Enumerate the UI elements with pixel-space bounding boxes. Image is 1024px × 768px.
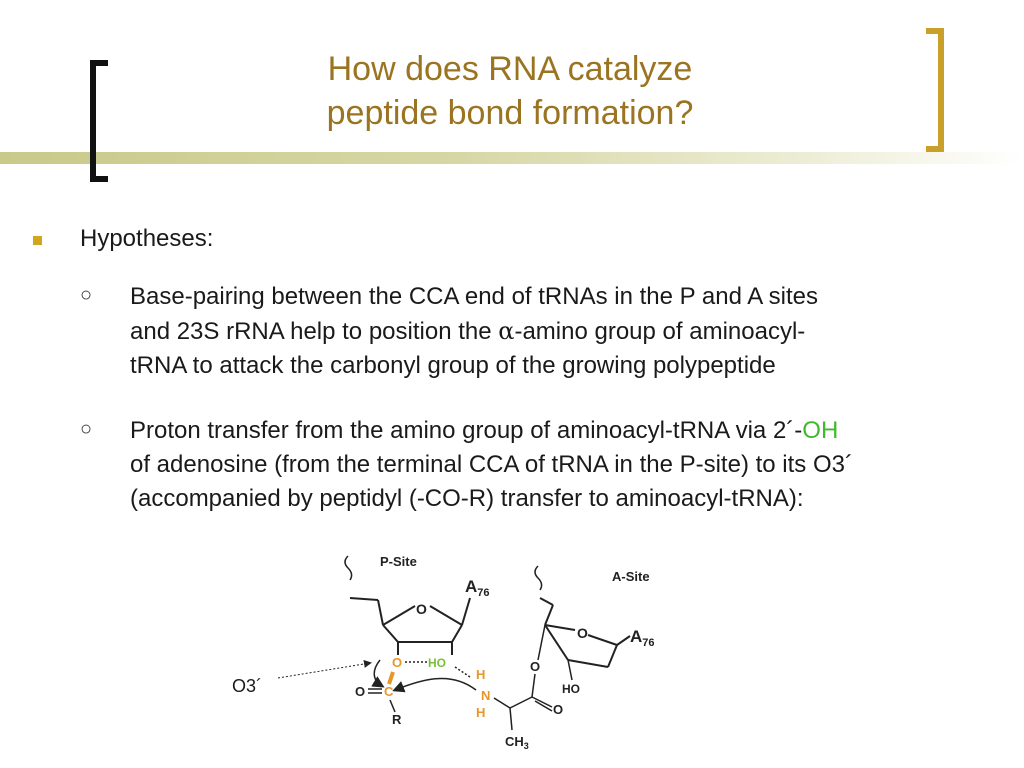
text-line xyxy=(130,414,1010,448)
title-line-2: peptide bond formation? xyxy=(326,94,694,132)
o3-label: O3´ xyxy=(232,676,263,696)
ch-text: CH xyxy=(505,734,524,749)
ring-oxygen-a: O xyxy=(577,625,588,641)
methyl-group xyxy=(505,734,529,751)
bond xyxy=(588,635,617,645)
a76-letter: A xyxy=(465,577,478,596)
ring-oxygen-p: O xyxy=(416,601,427,617)
ch3-subscript: 3 xyxy=(523,741,529,751)
title-line-1: How does RNA catalyze xyxy=(327,50,693,88)
slide-title xyxy=(210,47,810,135)
a76-subscript: 76 xyxy=(642,637,655,649)
bond xyxy=(510,708,512,730)
bond xyxy=(545,605,553,625)
text-line: (accompanied by peptidyl (-CO-R) transfer to aminoacyl-tRNA): xyxy=(130,485,804,512)
a76-label-a xyxy=(630,627,655,649)
sub-bullet-base-pairing xyxy=(130,280,1010,383)
text-span: Proton transfer from the amino group of aminoacyl-tRNA via 2´- xyxy=(130,417,803,444)
n-atom: N xyxy=(481,688,491,703)
ho-2prime: HO xyxy=(428,656,446,670)
a76-letter: A xyxy=(630,627,643,646)
a-site-label: A-Site xyxy=(612,569,650,584)
a76-subscript: 76 xyxy=(477,587,490,599)
bond xyxy=(462,598,470,625)
r-group: R xyxy=(392,712,402,727)
bond xyxy=(383,606,415,625)
bullet-square-icon xyxy=(33,236,42,245)
bond xyxy=(568,660,572,680)
bond xyxy=(430,606,462,625)
oh-highlight: OH xyxy=(802,417,839,444)
text-line: Base-pairing between the CCA end of tRNAs in the P and A sites xyxy=(130,283,818,310)
o3-atom: O xyxy=(392,655,403,670)
bond xyxy=(390,700,395,712)
bond xyxy=(538,625,545,660)
circle-bullet-icon: ○ xyxy=(80,284,93,306)
text-line xyxy=(130,314,1010,349)
text-span: and 23S rRNA help to position the xyxy=(130,318,499,345)
circle-bullet-icon: ○ xyxy=(80,418,93,440)
bond xyxy=(378,600,383,625)
bond xyxy=(383,625,398,642)
peptidyl-transfer-mechanism-diagram xyxy=(220,545,680,760)
p-site-label: P-Site xyxy=(380,554,417,569)
carbonyl-oxygen: O xyxy=(355,684,366,699)
bond xyxy=(494,698,510,708)
bond xyxy=(568,660,608,667)
text-line: tRNA to attack the carbonyl group of the growing polypeptide xyxy=(130,352,776,379)
bond xyxy=(617,636,630,645)
text-span: -amino group of aminoacyl- xyxy=(514,318,806,345)
bullet-hypotheses: Hypotheses: xyxy=(80,225,214,252)
ho-a-site: HO xyxy=(562,682,580,696)
o3-pointer-arrow xyxy=(278,663,370,678)
bond xyxy=(532,674,535,697)
breaking-bond xyxy=(389,672,393,684)
h-bottom: H xyxy=(476,705,486,720)
bond xyxy=(545,625,568,660)
alpha-symbol: α xyxy=(498,317,515,345)
a76-label-p xyxy=(465,577,490,599)
a-site-squiggle xyxy=(535,566,542,590)
carbonyl-carbon: C xyxy=(384,684,394,699)
electron-arrow xyxy=(374,660,382,686)
text-line: of adenosine (from the terminal CCA of tRNA in the P-site) to its O3´ xyxy=(130,451,853,478)
bond xyxy=(510,697,532,708)
title-underline-bar xyxy=(0,152,1024,164)
p-site-squiggle xyxy=(345,556,352,580)
h-bond-dots-2 xyxy=(455,667,470,677)
bond xyxy=(545,625,575,630)
bond xyxy=(452,625,462,642)
attack-arrow xyxy=(395,678,476,690)
ester-oxygen: O xyxy=(530,659,541,674)
bond xyxy=(608,645,617,667)
carbonyl-oxygen-a: O xyxy=(553,702,564,717)
sub-bullet-proton-transfer xyxy=(130,414,1010,516)
h-top: H xyxy=(476,667,486,682)
right-bracket-decoration xyxy=(926,28,944,152)
bond xyxy=(540,598,553,605)
bond xyxy=(350,598,378,600)
left-bracket-decoration xyxy=(90,60,108,182)
